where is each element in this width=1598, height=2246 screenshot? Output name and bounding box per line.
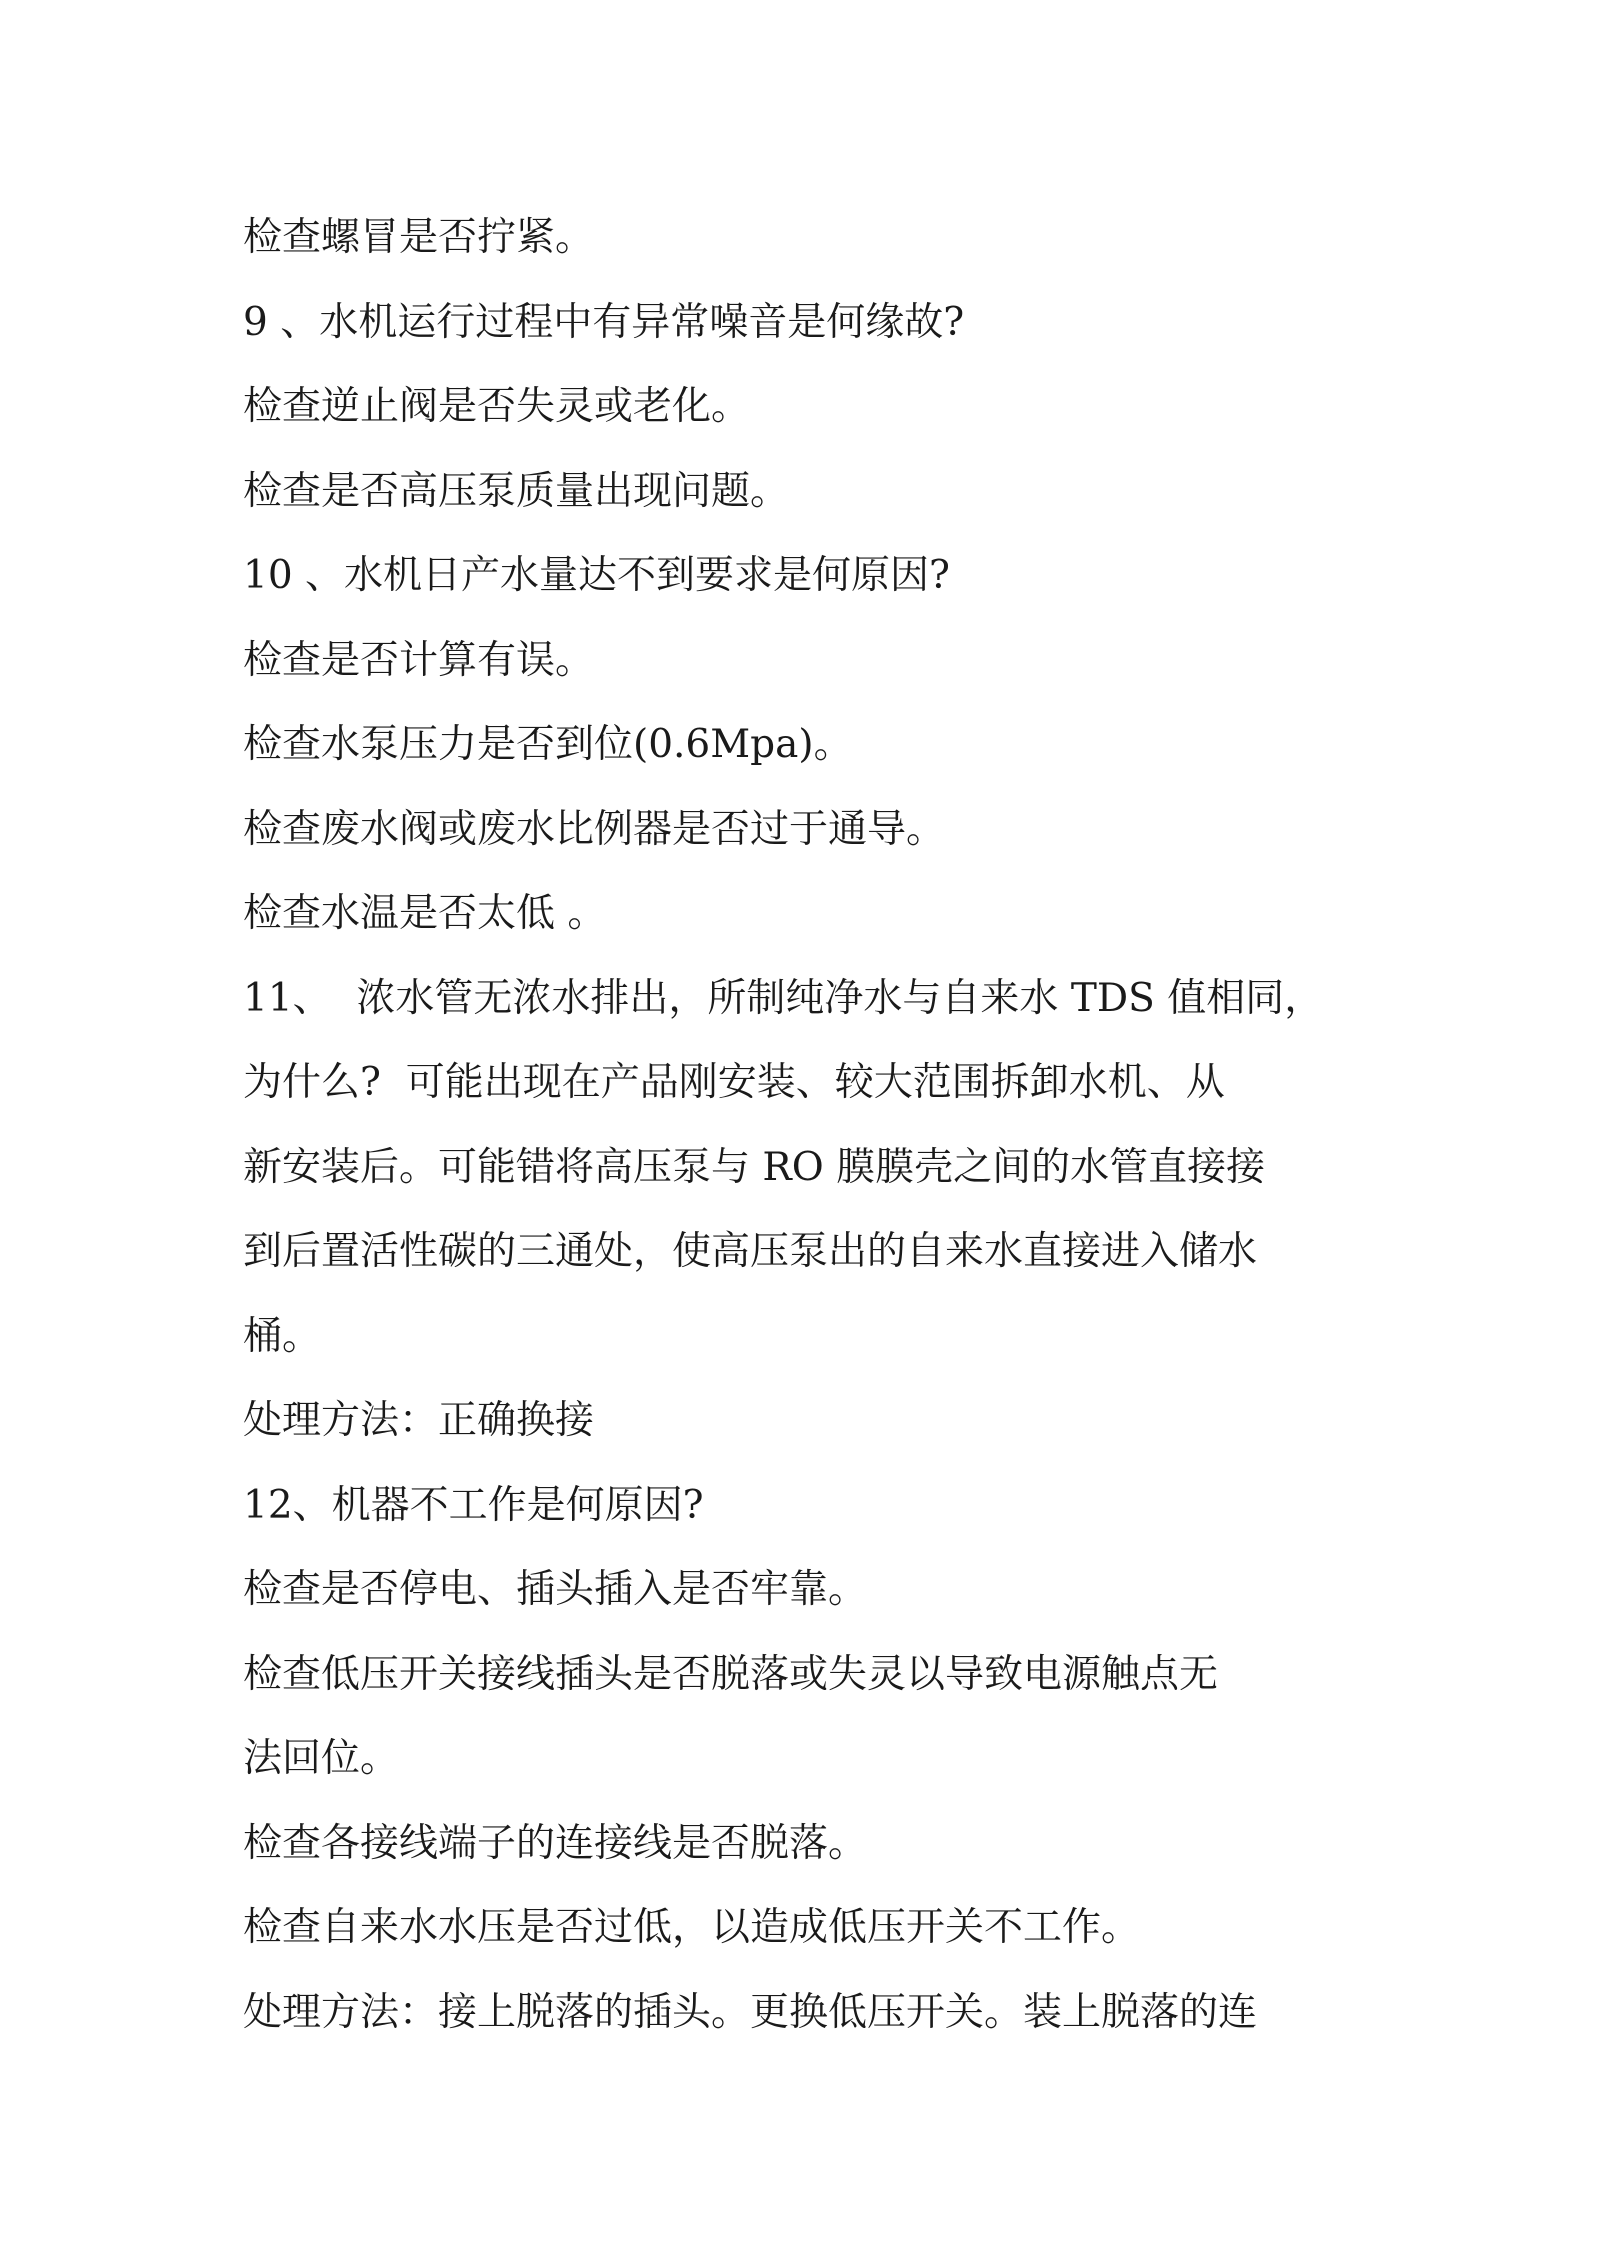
text-line: 检查各接线端子的连接线是否脱落。 [243, 1820, 868, 1866]
solution-line: 处理方法：接上脱落的插头。更换低压开关。装上脱落的连 [243, 1989, 1258, 2035]
question-heading-9: 9 、水机运行过程中有异常噪音是何缘故? [243, 299, 965, 345]
text-line: 检查水温是否太低 。 [243, 891, 607, 936]
text-line: 检查是否计算有误。 [243, 637, 595, 683]
text-line: 检查自来水水压是否过低，以造成低压开关不工作。 [243, 1905, 1141, 1950]
text-line: 到后置活性碳的三通处，使高压泵出的自来水直接进入储水 [243, 1229, 1258, 1274]
text-line: 检查螺冒是否拧紧。 [243, 215, 595, 260]
question-heading-10: 10 、水机日产水量达不到要求是何原因? [243, 553, 950, 598]
text-line: 检查是否停电、插头插入是否牢靠。 [243, 1567, 868, 1612]
text-line: 检查是否高压泵质量出现问题。 [243, 468, 790, 514]
text-line: 检查水泵压力是否到位(0.6Mpa)。 [243, 722, 853, 767]
text-line: 法回位。 [243, 1736, 400, 1781]
text-line: 为什么? 可能出现在产品刚安装、较大范围拆卸水机、从 [243, 1060, 1225, 1105]
solution-line: 处理方法：正确换接 [243, 1398, 595, 1443]
document-body [243, 205, 1373, 2064]
text-line: 检查废水阀或废水比例器是否过于通导。 [243, 806, 946, 852]
text-line: 新安装后。可能错将高压泵与 RO 膜膜壳之间的水管直接接 [243, 1144, 1266, 1190]
question-heading-11: 11、 浓水管无浓水排出，所制纯净水与自来水 TDS 值相同， [243, 975, 1324, 1021]
text-line: 检查低压开关接线插头是否脱落或失灵以导致电源触点无 [243, 1651, 1219, 1697]
text-line: 检查逆止阀是否失灵或老化。 [243, 384, 751, 429]
question-heading-12: 12、机器不工作是何原因? [243, 1482, 704, 1528]
text-line: 桶。 [243, 1313, 322, 1359]
